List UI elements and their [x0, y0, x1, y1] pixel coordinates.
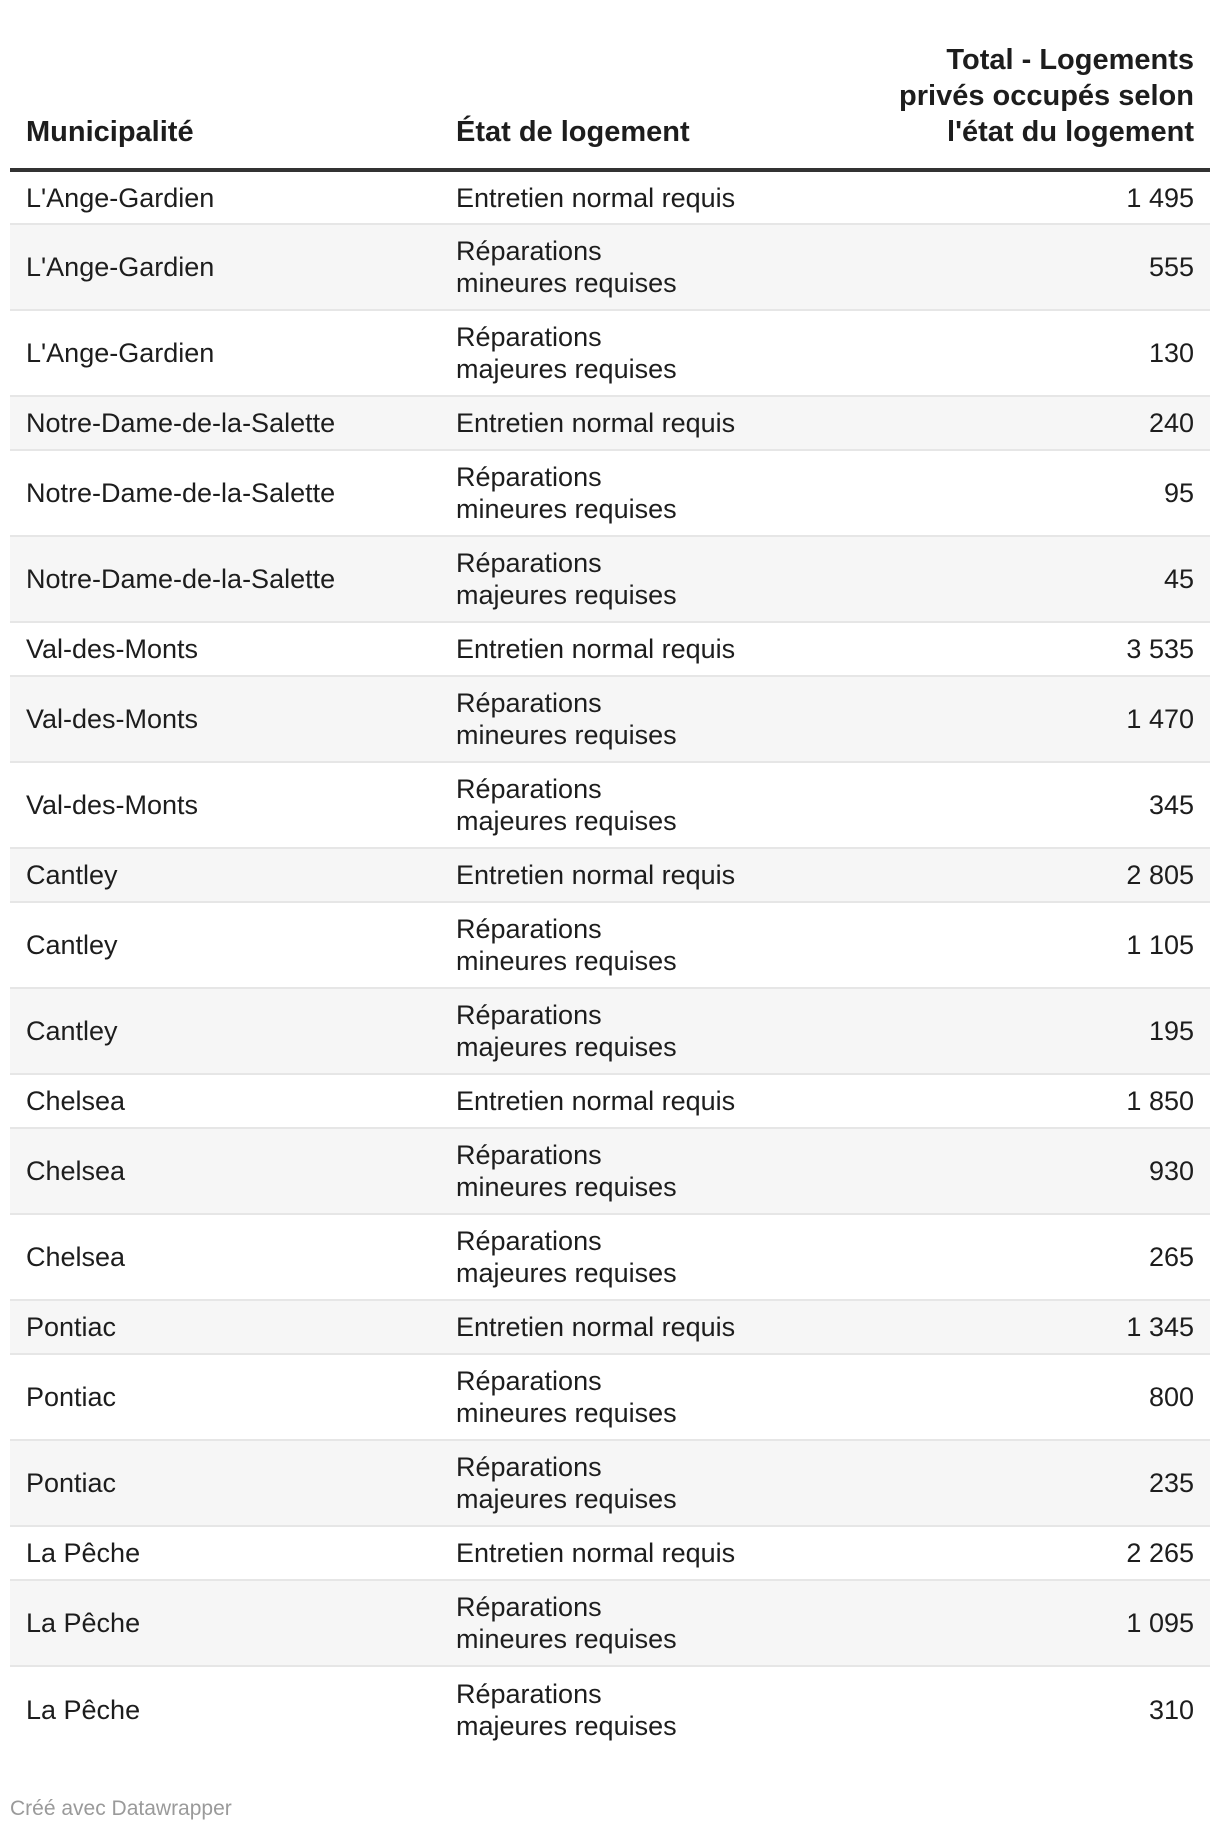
table-row [10, 1128, 1210, 1214]
cell-municipality: Chelsea [10, 1214, 440, 1300]
table-row [10, 676, 1210, 762]
cell-municipality: Chelsea [10, 1128, 440, 1214]
cell-municipality: La Pêche [26, 1694, 141, 1725]
cell-total: 1 105 [870, 902, 1210, 988]
table-row [10, 988, 1210, 1074]
cell-condition: Entretien normal requis [440, 848, 870, 902]
cell-municipality: Val-des-Monts [10, 622, 440, 676]
header-row [10, 0, 1210, 170]
cell-condition: Entretien normal requis [440, 1526, 870, 1580]
cell-total: 2 805 [870, 848, 1210, 902]
cell-total: 130 [870, 310, 1210, 396]
table-row [10, 762, 1210, 848]
cell-municipality: La Pêche [10, 1580, 440, 1666]
table-row [10, 1666, 1210, 1752]
table-row [10, 848, 1210, 902]
table-row [10, 1074, 1210, 1128]
cell-municipality: L'Ange-Gardien [10, 310, 440, 396]
cell-condition: Réparations mineures requises [440, 902, 870, 988]
column-header-municipality[interactable]: Municipalité [10, 0, 440, 170]
table-header [10, 0, 1210, 170]
cell-municipality: Notre-Dame-de-la-Salette [10, 450, 440, 536]
table-row [10, 1526, 1210, 1580]
cell-total: 345 [870, 762, 1210, 848]
cell-condition: Entretien normal requis [440, 1300, 870, 1354]
cell-municipality: Cantley [10, 848, 440, 902]
cell-condition: Entretien normal requis [440, 622, 870, 676]
cell-total: 45 [870, 536, 1210, 622]
cell-total: 800 [870, 1354, 1210, 1440]
cell-total: 310 [1148, 1694, 1194, 1725]
table-row [10, 1300, 1210, 1354]
table-row [10, 1580, 1210, 1666]
column-header-total[interactable]: Total - Logements privés occupés selon l'état du logement [870, 0, 1210, 170]
cell-condition: Réparations mineures requises [440, 450, 870, 536]
table-row [10, 224, 1210, 310]
table-row [10, 902, 1210, 988]
data-table [10, 0, 1210, 1752]
cell-total: 1 470 [870, 676, 1210, 762]
table-row [10, 1440, 1210, 1526]
cell-municipality: Pontiac [10, 1354, 440, 1440]
cell-condition: Entretien normal requis [440, 170, 870, 224]
table-row [10, 1354, 1210, 1440]
cell-condition: Réparations majeures requises [440, 1214, 870, 1300]
cell-condition: Réparations mineures requises [440, 1580, 870, 1666]
cell-condition: Réparations mineures requises [440, 224, 870, 310]
cell-total: 3 535 [870, 622, 1210, 676]
datawrapper-credit[interactable]: Créé avec Datawrapper [10, 1797, 232, 1820]
cell-total: 240 [870, 396, 1210, 450]
cell-municipality: Cantley [10, 902, 440, 988]
column-header-condition[interactable]: État de logement [440, 0, 870, 170]
cell-municipality: L'Ange-Gardien [10, 170, 440, 224]
cell-municipality: Notre-Dame-de-la-Salette [10, 536, 440, 622]
cell-condition: Réparations mineures requises [440, 676, 870, 762]
cell-total: 195 [870, 988, 1210, 1074]
cell-total: 1 495 [870, 170, 1210, 224]
cell-condition: Réparations majeures requises [440, 536, 870, 622]
table-row [10, 1214, 1210, 1300]
cell-total: 930 [870, 1128, 1210, 1214]
table-row [10, 536, 1210, 622]
cell-municipality: L'Ange-Gardien [10, 224, 440, 310]
cell-total: 1 850 [870, 1074, 1210, 1128]
table-body [10, 170, 1210, 1752]
cell-total: 555 [870, 224, 1210, 310]
cell-municipality: Cantley [10, 988, 440, 1074]
cell-total: 95 [870, 450, 1210, 536]
cell-municipality: Chelsea [10, 1074, 440, 1128]
cell-total: 2 265 [870, 1526, 1210, 1580]
cell-total: 265 [870, 1214, 1210, 1300]
table-row [10, 450, 1210, 536]
cell-municipality: Pontiac [10, 1300, 440, 1354]
cell-condition: Réparations majeures requises [440, 762, 870, 848]
cell-municipality: Notre-Dame-de-la-Salette [10, 396, 440, 450]
cell-condition: Réparations majeures requises [456, 1678, 677, 1741]
cell-condition: Réparations majeures requises [440, 988, 870, 1074]
cell-municipality: Val-des-Monts [10, 676, 440, 762]
cell-total: 235 [870, 1440, 1210, 1526]
cell-municipality: Pontiac [10, 1440, 440, 1526]
cell-condition: Entretien normal requis [440, 1074, 870, 1128]
cell-total: 1 095 [870, 1580, 1210, 1666]
cell-municipality: La Pêche [10, 1526, 440, 1580]
table-row [10, 396, 1210, 450]
cell-total: 1 345 [870, 1300, 1210, 1354]
cell-condition: Réparations majeures requises [440, 1440, 870, 1526]
cell-municipality: Val-des-Monts [10, 762, 440, 848]
table-row [10, 622, 1210, 676]
table-container [10, 0, 1210, 1752]
table-row [10, 170, 1210, 224]
table-row [10, 310, 1210, 396]
cell-condition: Réparations majeures requises [440, 310, 870, 396]
cell-condition: Entretien normal requis [440, 396, 870, 450]
cell-condition: Réparations mineures requises [440, 1354, 870, 1440]
cell-condition: Réparations mineures requises [440, 1128, 870, 1214]
